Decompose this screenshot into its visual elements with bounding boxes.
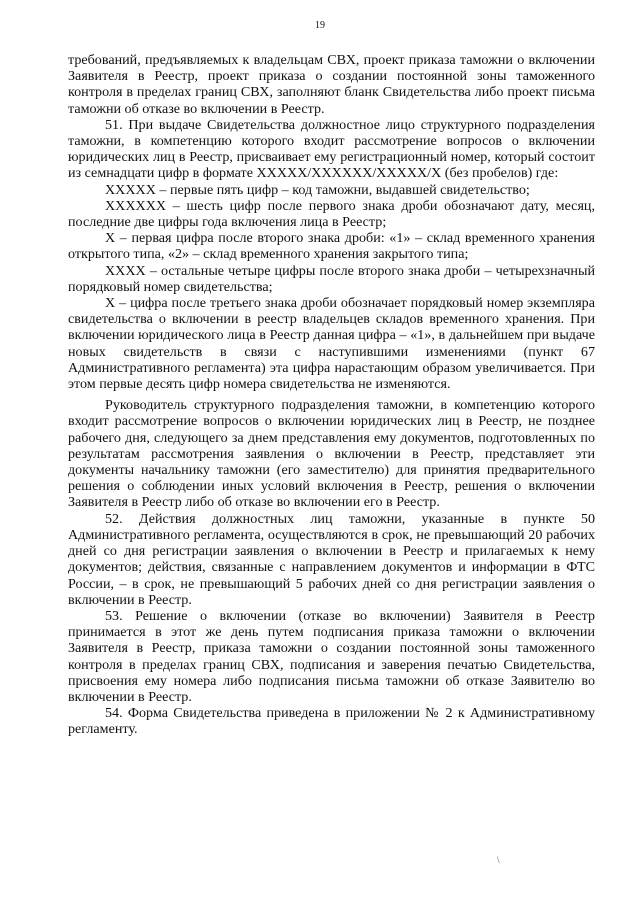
stray-mark: \ xyxy=(497,855,500,865)
body-text xyxy=(68,52,595,738)
page-number: 19 xyxy=(315,20,325,31)
format-item-warehouse-type: Х – первая цифра после второго знака дроби: «1» – склад временного хранения открытого типа, «2» – склад временного хранения закрытого типа; xyxy=(68,230,595,263)
format-item-customs-code: ХХХХХ – первые пять цифр – код таможни, выдавшей свидетельство; xyxy=(105,181,530,198)
paragraph-53: 53. Решение о включении (отказе во включении) Заявителя в Реестр принимается в этот же день путем подписания приказа таможни о включении Заявителя в Реестр, приказа таможни о создании постоянной зоны таможенного контроля в пределах границ СВХ, подписания и заверения печатью Свидетельства, присвоения ему номера либо подписания письма таможни об отказе Заявителю во включении в Реестр. xyxy=(68,607,595,705)
format-item-serial-number: ХХХХ – остальные четыре цифры после второго знака дроби – четырехзначный порядковый номер свидетельства; xyxy=(68,262,595,295)
format-item-copy-number: Х – цифра после третьего знака дроби обозначает порядковый номер экземпляра свидетельства о включении в реестр владельцев складов временного хранения. При включении юридического лица в Реестр данная цифра – «1», в дальнейшем при выдаче новых свидетельств в связи с наступившими изменениями (пункт 67 Административного регламента) эта цифра нарастающим образом увеличивается. При этом первые десять цифр номера свидетельства не изменяются. xyxy=(68,295,595,393)
paragraph-continuation: требований, предъявляемых к владельцам СВХ, проект приказа таможни о включении Заявителя в Реестр, проект приказа о создании постоянной зоны таможенного контроля в пределах границ СВХ, заполняют бланк Свидетельства либо проект письма таможни об отказе во включении в Реестр. xyxy=(68,52,595,117)
format-item-date: ХХХХХХ – шесть цифр после первого знака дроби обозначают дату, месяц, последние две цифры года включения лица в Реестр; xyxy=(68,197,595,231)
paragraph-head-of-unit: Руководитель структурного подразделения таможни, в компетенцию которого входит рассмотрение вопросов о включении юридических лиц в Реестр, не позднее рабочего дня, следующего за днем представления ему документов, подготовленных по результатам рассмотрения заявления о включении в Реестр, представляет эти документы начальнику таможни (его заместителю) для принятия предварительного решения о соблюдении иных условий включения в Реестр, решения о включении Заявителя в Реестр либо об отказе во включении его в Реестр. xyxy=(68,397,595,511)
paragraph-54: 54. Форма Свидетельства приведена в приложении № 2 к Административному регламенту. xyxy=(68,705,595,738)
paragraph-51: 51. При выдаче Свидетельства должностное лицо структурного подразделения таможни, в компетенцию которого входит рассмотрение вопросов о включении юридических лиц в Реестр, присваивает ему регистрационный номер, который состоит из семнадцати цифр в формате ХХХХХ/ХХХХХХ/ХХХХХ/Х (без пробелов) где: xyxy=(68,116,595,182)
paragraph-52: 52. Действия должностных лиц таможни, указанные в пункте 50 Административного регламента, осуществляются в срок, не превышающий 20 рабочих дней со дня регистрации заявления о включении в Реестр и прилагаемых к нему документов; действия, связанные с направлением документов и информации в ФТС России, – в срок, не превышающий 5 рабочих дней со дня регистрации заявления о включении в Реестр. xyxy=(68,510,595,608)
